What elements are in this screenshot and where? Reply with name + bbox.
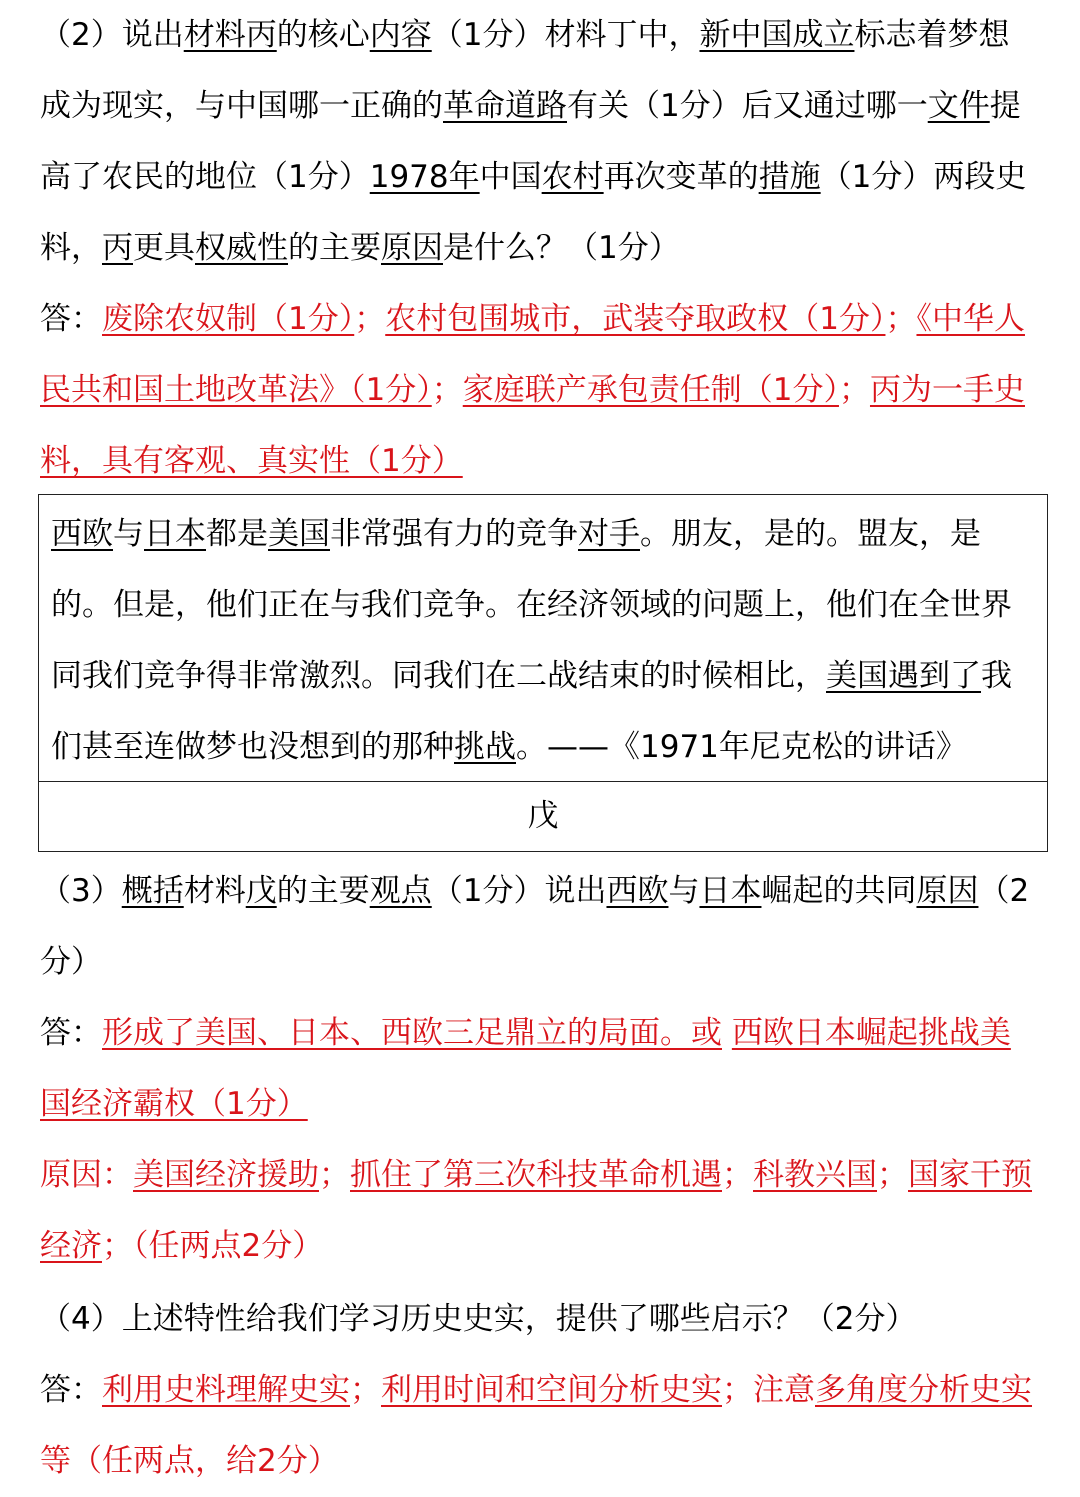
- answer-item: 农村包围城市，武装夺取政权（1分）: [385, 301, 886, 337]
- q3-keyword: 概括: [121, 873, 184, 909]
- q2-text: 再次变革的: [603, 159, 759, 195]
- q2-text: 的核心: [276, 17, 370, 53]
- reason-tail: ；（任两点2分）: [102, 1228, 324, 1264]
- material-span: 与: [113, 516, 144, 552]
- reason-item: 科教兴国: [753, 1157, 877, 1193]
- material-span: 。朋友，是的。盟友，是的。但是，他们正在与我们竞争。在经济领域的问题上，他们在全世界同我们竞争得非常激烈。同我们在二战结束的时候相比，: [51, 516, 1012, 694]
- reason-separator: ；: [877, 1157, 908, 1193]
- answer-item: 利用时间和空间分析史实: [381, 1372, 722, 1408]
- material-span: 非常强有力的竞争: [330, 516, 578, 552]
- material-keyword: 西欧: [51, 516, 113, 552]
- material-span: 我们甚至连做梦也没想到的那种: [51, 658, 1012, 765]
- answer-2-content: [40, 301, 1025, 479]
- q3-text: 与: [668, 873, 700, 909]
- q2-text: 中国: [479, 159, 542, 195]
- answer-conjunction: 或: [691, 1015, 722, 1051]
- q3-keyword: 观点: [369, 873, 432, 909]
- answer-4: [40, 1355, 1040, 1497]
- q3-text: （3）: [40, 873, 122, 909]
- q2-text: 是什么？（1分）: [443, 230, 680, 266]
- material-divider: [39, 781, 1047, 782]
- answer-separator: ；: [885, 301, 917, 337]
- material-box: [38, 494, 1048, 852]
- answer-3: [40, 998, 1040, 1140]
- q3-text: 崛起的共同: [761, 873, 917, 909]
- answer-item: 形成了美国、日本、西欧三足鼎立的局面。: [102, 1015, 691, 1051]
- q3-text: （2分）: [40, 873, 1030, 980]
- answer-item: 利用史料理解史实: [102, 1372, 350, 1408]
- q2-keyword: 文件: [927, 88, 990, 124]
- q2-keyword: 丙: [102, 230, 133, 266]
- answer-prefix: 答：: [40, 1015, 102, 1051]
- q2-keyword: 措施: [758, 159, 821, 195]
- answer-prefix: 答：: [40, 301, 102, 337]
- material-text: [51, 499, 1041, 783]
- reason-separator: ；: [319, 1157, 350, 1193]
- answer-item: 西欧日本崛起挑战美国经济霸权（1分）: [40, 1015, 1011, 1122]
- answer-4-content: [40, 1372, 1032, 1479]
- q2-keyword: 新中国成立: [699, 17, 855, 53]
- q2-keyword: 权威性: [195, 230, 288, 266]
- material-keyword: 美国遇到了: [826, 658, 981, 694]
- q2-text: 更具: [133, 230, 195, 266]
- q2-keyword: 农村: [541, 159, 604, 195]
- question-3: [40, 856, 1040, 998]
- q2-text: 提高了农民的地位（1分）: [40, 88, 1021, 195]
- answer-tail: 等（任两点，给2分）: [40, 1443, 339, 1479]
- question-4: （4）上述特性给我们学习历史史实，提供了哪些启示？（2分）: [40, 1301, 917, 1337]
- reason-item: 美国经济援助: [133, 1157, 319, 1193]
- q2-text: 标志着梦想成为现实，与中国哪一正确的: [40, 17, 1010, 124]
- answer-separator: ；: [431, 372, 463, 408]
- answer-prefix: 答：: [40, 1372, 102, 1408]
- answer-separator: ；注意: [722, 1372, 815, 1408]
- q2-text: 的主要: [288, 230, 381, 266]
- answer-separator: ；: [350, 1372, 381, 1408]
- q3-text: （1分）说出: [431, 873, 607, 909]
- q2-keyword: 原因: [381, 230, 443, 266]
- answer-2: [40, 284, 1040, 497]
- reason-item: 抓住了第三次科技革命机遇: [350, 1157, 722, 1193]
- answer-item: 丙为一手史料，具有客观、真实性（1分）: [40, 372, 1025, 479]
- q2-text: 有关（1分）后又通过哪一: [567, 88, 928, 124]
- q2-text: （1分）两段史料，: [40, 159, 1027, 266]
- material-keyword: 美国: [268, 516, 330, 552]
- q3-text: 材料: [183, 873, 246, 909]
- q3-keyword: 戊: [245, 873, 277, 909]
- q2-keyword: 材料丙: [183, 17, 277, 53]
- material-keyword: 日本: [144, 516, 206, 552]
- q2-keyword: 1978年: [369, 159, 480, 195]
- q3-keyword: 西欧: [606, 873, 669, 909]
- q2-text: （1分）材料丁中，: [431, 17, 700, 53]
- q2-keyword: 内容: [369, 17, 432, 53]
- answer-item: 家庭联产承包责任制（1分）: [462, 372, 839, 408]
- q3-text: 的主要: [276, 873, 370, 909]
- answer-separator: ；: [354, 301, 386, 337]
- material-keyword: 挑战: [454, 729, 516, 765]
- material-keyword: 对手: [578, 516, 640, 552]
- answer-item: 《中华人民共和国土地改革法》（1分）: [40, 301, 1025, 408]
- q2-text: （2）说出: [40, 17, 184, 53]
- answer-separator: ；: [838, 372, 870, 408]
- reason-prefix: 原因：: [40, 1157, 133, 1193]
- answer-3-content: [40, 1015, 1011, 1122]
- q2-keyword: 革命道路: [443, 88, 567, 124]
- question-2: [40, 0, 1040, 284]
- q3-keyword: 日本: [699, 873, 762, 909]
- reason-separator: ；: [722, 1157, 753, 1193]
- material-label: 戊: [527, 798, 559, 834]
- material-span: 都是: [206, 516, 268, 552]
- q3-keyword: 原因: [916, 873, 979, 909]
- material-source: 。——《1971年尼克松的讲话》: [516, 729, 967, 765]
- answer-item: 多角度分析史实: [815, 1372, 1032, 1408]
- answer-3-reasons: [40, 1140, 1040, 1282]
- answer-item: 废除农奴制（1分）: [102, 301, 355, 337]
- reason-item: 国家干预经济: [40, 1157, 1032, 1264]
